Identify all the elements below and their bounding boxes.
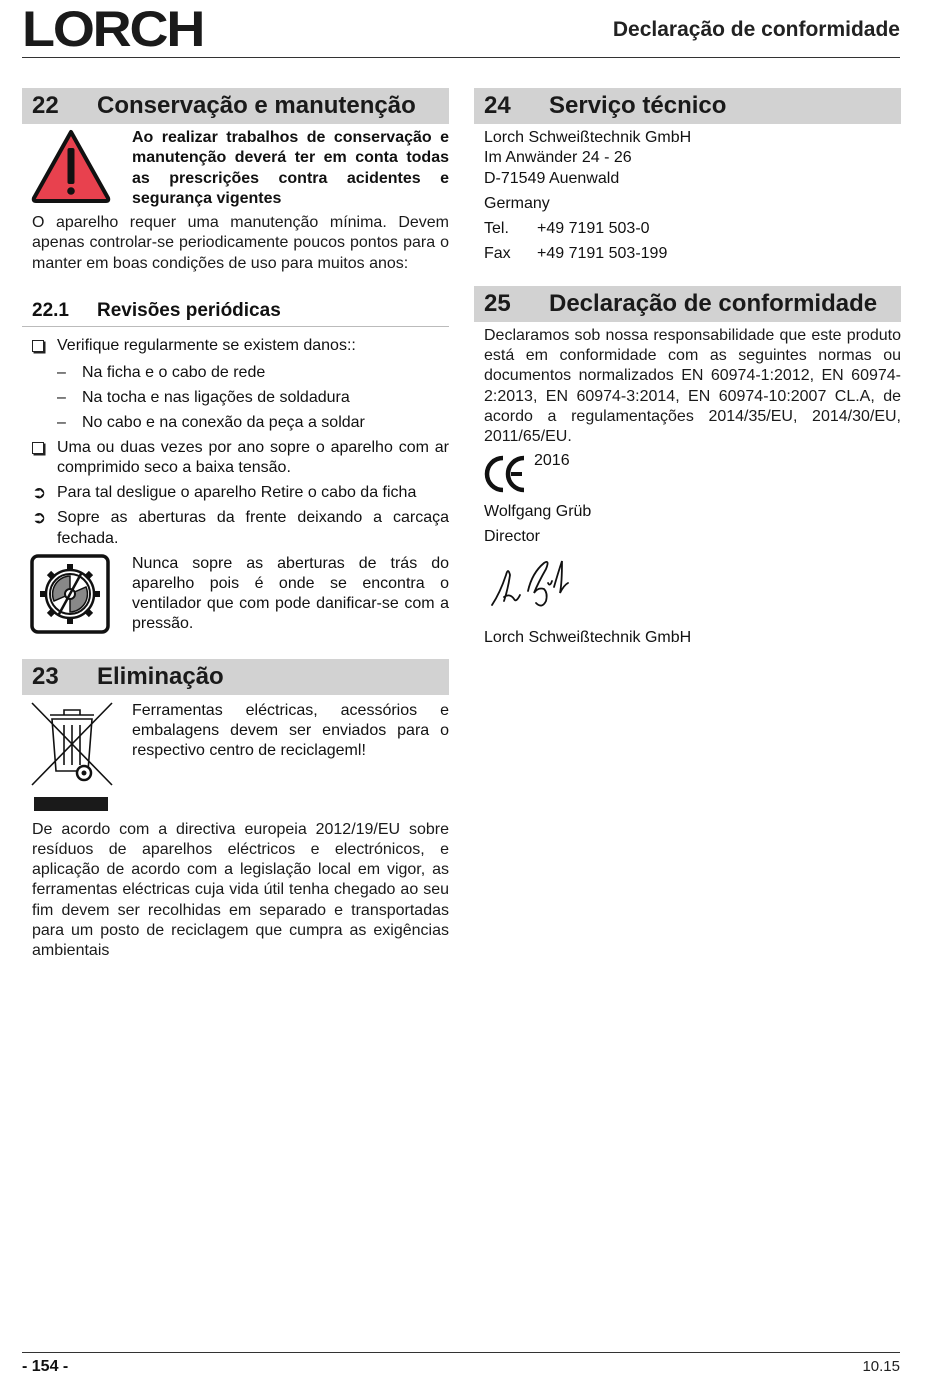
dash-item: – No cabo e na conexão da peça a soldar [57,414,365,432]
section-number: 24 [484,92,511,119]
page-number: - 154 - [22,1358,69,1375]
section-title: Declaração de conformidade [549,289,878,317]
country: Germany [484,194,550,212]
signer-name: Wolfgang Grüb [484,502,592,520]
lorch-logo: LORCH [22,1,204,57]
subsection-number: 22.1 [32,300,69,322]
fax-row: Fax +49 7191 503-199 [474,244,901,264]
signer-role: Director [484,527,541,545]
crossed-bin-icon [30,701,114,811]
phone-number: +49 7191 503-0 [537,219,650,237]
fan-warning-text: Nunca sopre as aberturas de trás do aparelho pois é onde se encontra o ventilador que com pode danificar-se com a pressão. [132,554,449,633]
dash-item: – Na ficha e o cabo de rede [57,364,266,382]
footer-rule [22,1352,900,1353]
ce-year: 2016 [534,451,570,469]
subsection-22-1-heading [22,296,449,327]
disposal-body: De acordo com a directiva europeia 2012/19/EU sobre resíduos de aparelhos eléctricos e electrónicos, e aplicação de acordo com a legislação local em vigor, as ferramentas eléctricas cuja vida útil tenha chegado ao seu fim devem ser recolhidas em separado e transportadas para um posto de reciclagem que cumpra as exigências ambientais [32,820,449,960]
disposal-icon-text: Ferramentas eléctricas, acessórios e embalagens devem ser enviados para o respectivo centro de reciclageml! [132,701,449,760]
conformity-body: Declaramos sob nossa responsabilidade que este produto está em conformidade com as seguintes normas ou documentos normalizados EN 60974-1:2012, EN 60974-2:2013, EN 60974-3:2014, EN 60974-10:2007 CL.A, de acordo a regulamentações 2014/35/EU, 2014/30/EU, 2011/65/EU. [484,326,901,446]
dash-item: – Na tocha e nas ligações de soldadura [57,389,350,407]
fax-number: +49 7191 503-199 [537,244,668,262]
arrow-right-icon: ➲ [32,508,47,528]
maintenance-intro: O aparelho requer uma manutenção mínima. Devem apenas controlar-se periodicamente poucos pontos para o manter em boas condições de uso para muitos anos: [32,214,449,272]
section-number: 23 [32,662,59,690]
section-title: Serviço técnico [549,92,727,119]
section-23-heading [22,659,449,695]
revision-date: 10.15 [862,1358,900,1375]
section-title: Eliminação [97,662,224,690]
arrow-right-icon: ➲ [32,483,47,503]
check-item: Verifique regularmente se existem danos:: [22,336,449,358]
street-address: Im Anwänder 24 - 26 [484,149,632,167]
checkbox-icon [32,442,44,454]
ce-mark-icon [484,454,528,494]
check-item: Uma ou duas vezes por ano sopre o aparelho com ar comprimido seco a baixa tensão. [22,438,449,479]
ce-block [474,451,901,494]
left-column [22,88,449,962]
header-rule [22,57,900,58]
section-25-heading [474,286,901,322]
section-22-heading [22,88,449,124]
section-number: 22 [32,92,59,119]
section-24-heading [474,88,901,124]
action-item: ➲ Para tal desligue o aparelho Retire o cabo da ficha [32,483,417,503]
page-header-title: Declaração de conformidade [612,18,900,41]
right-column [474,88,901,649]
fan-warning-block [22,554,449,639]
signature-icon [488,553,578,613]
warning-triangle-icon [30,128,112,204]
warning-block [22,128,449,209]
checkbox-icon [32,340,44,352]
action-item: ➲ Sopre as aberturas da frente deixando a carcaça fechada. [22,508,449,549]
section-title: Conservação e manutenção [97,92,416,119]
section-number: 25 [484,289,511,317]
disposal-block [22,701,449,816]
warning-text: Ao realizar trabalhos de conservação e manutenção deverá ter em conta todas as prescrições contra acidentes e segurança vigentes [132,129,449,207]
subsection-title: Revisões periódicas [97,300,281,322]
city-address: D-71549 Auenwald [484,169,620,187]
gear-disc-icon [30,554,110,634]
signer-company: Lorch Schweißtechnik GmbH [484,629,692,647]
company-name: Lorch Schweißtechnik GmbH [484,129,692,146]
phone-row: Tel. +49 7191 503-0 [474,219,901,239]
